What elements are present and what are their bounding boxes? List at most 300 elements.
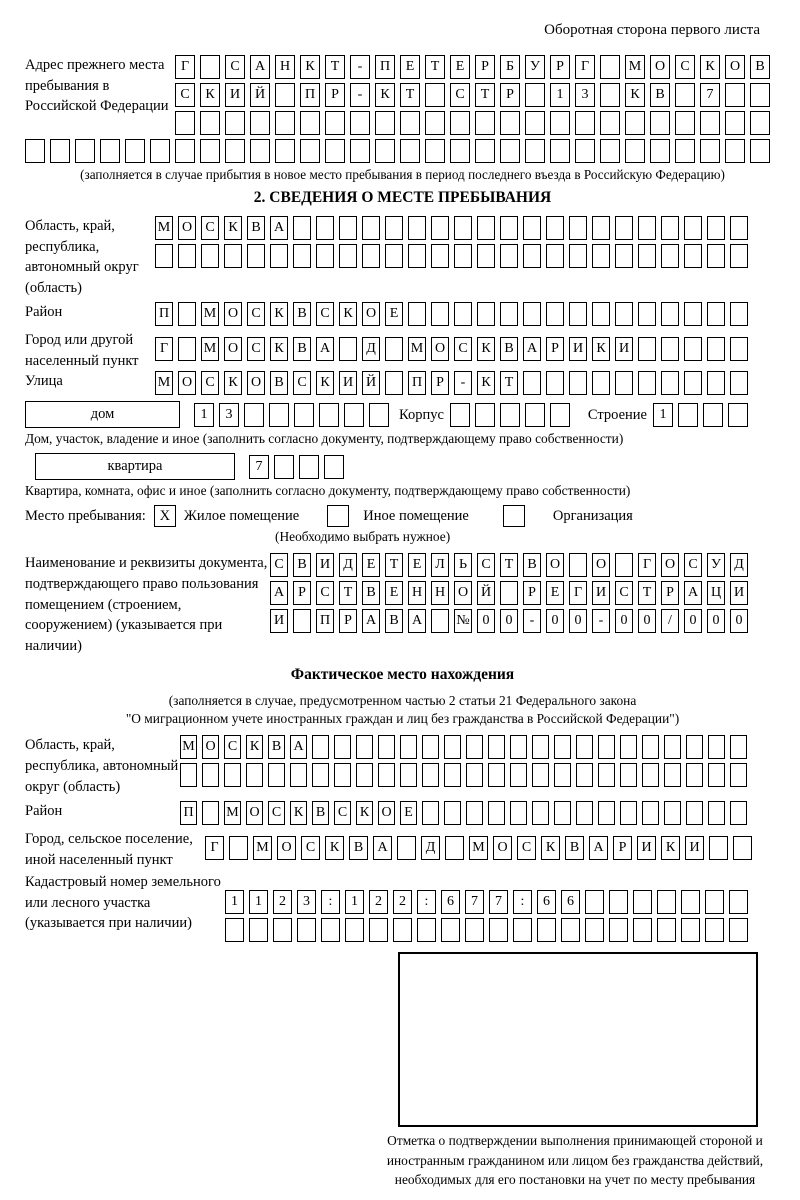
char-cell: [625, 139, 645, 163]
char-cell: [475, 403, 495, 427]
char-cell: [290, 763, 307, 787]
checkbox-organization: [503, 505, 525, 527]
char-cell: [638, 371, 656, 395]
char-cell: К: [356, 801, 373, 825]
char-cell: [201, 244, 219, 268]
char-cell: [525, 83, 545, 107]
char-cell: [477, 244, 495, 268]
char-cell: [400, 111, 420, 135]
char-cell: О: [247, 371, 265, 395]
char-cell: [650, 139, 670, 163]
char-cell: К: [477, 371, 495, 395]
char-cell: [525, 403, 545, 427]
char-cell: 1: [345, 890, 364, 914]
char-cell: К: [224, 216, 242, 240]
char-cell: В: [293, 302, 311, 326]
char-cell: О: [661, 553, 679, 577]
actual-district-label: Район: [25, 803, 63, 820]
char-cell: [269, 403, 289, 427]
char-cell: В: [750, 55, 770, 79]
char-cell: [576, 801, 593, 825]
char-cell: [620, 763, 637, 787]
char-cell: М: [408, 337, 426, 361]
char-cell: [725, 139, 745, 163]
char-cell: С: [684, 553, 702, 577]
char-cell: [356, 763, 373, 787]
char-cell: У: [525, 55, 545, 79]
char-cell: [431, 216, 449, 240]
char-cell: Е: [362, 553, 380, 577]
stay-type-note: (Необходимо выбрать нужное): [275, 529, 451, 545]
char-cell: С: [334, 801, 351, 825]
char-row: [270, 581, 748, 605]
char-cell: [319, 403, 339, 427]
char-cell: П: [408, 371, 426, 395]
char-cell: [249, 918, 268, 942]
char-cell: [700, 139, 720, 163]
char-cell: С: [316, 302, 334, 326]
checkbox-option-label: Жилое помещение: [183, 507, 300, 524]
char-cell: 7: [700, 83, 720, 107]
char-cell: [730, 302, 748, 326]
char-cell: 0: [569, 609, 587, 633]
char-cell: [600, 111, 620, 135]
char-cell: [450, 403, 470, 427]
char-cell: К: [661, 836, 680, 860]
char-cell: [592, 244, 610, 268]
char-cell: О: [378, 801, 395, 825]
char-cell: [378, 763, 395, 787]
char-cell: К: [541, 836, 560, 860]
char-cell: [488, 763, 505, 787]
char-cell: К: [625, 83, 645, 107]
char-cell: [431, 302, 449, 326]
char-cell: [554, 801, 571, 825]
char-cell: [224, 763, 241, 787]
char-cell: [422, 801, 439, 825]
char-cell: [642, 763, 659, 787]
char-cell: :: [321, 890, 340, 914]
char-cell: [615, 216, 633, 240]
char-cell: [431, 244, 449, 268]
char-cell: [708, 801, 725, 825]
char-cell: [334, 735, 351, 759]
char-cell: В: [312, 801, 329, 825]
char-cell: С: [517, 836, 536, 860]
char-cell: [575, 139, 595, 163]
char-cell: П: [316, 609, 334, 633]
char-cell: [575, 111, 595, 135]
char-cell: [325, 111, 345, 135]
char-cell: Е: [400, 55, 420, 79]
fill-note: (заполняется в случае прибытия в новое место пребывания в период последнего въезда в Российскую Федерацию): [80, 167, 725, 182]
char-cell: А: [523, 337, 541, 361]
char-cell: [609, 890, 628, 914]
char-cell: И: [569, 337, 587, 361]
char-cell: [675, 139, 695, 163]
char-cell: Г: [175, 55, 195, 79]
char-cell: С: [224, 735, 241, 759]
house-row: [25, 401, 780, 428]
char-cell: -: [592, 609, 610, 633]
actual-region-field: [25, 735, 780, 797]
char-cell: [300, 139, 320, 163]
char-cell: [707, 337, 725, 361]
char-cell: М: [155, 371, 173, 395]
char-cell: 6: [537, 890, 556, 914]
char-cell: 0: [477, 609, 495, 633]
char-cell: [454, 244, 472, 268]
char-cell: [532, 735, 549, 759]
char-cell: [393, 918, 412, 942]
char-cell: [299, 455, 319, 479]
char-cell: К: [375, 83, 395, 107]
char-cell: [532, 801, 549, 825]
char-cell: Р: [546, 337, 564, 361]
char-cell: [657, 890, 676, 914]
char-cell: [730, 216, 748, 240]
char-cell: В: [362, 581, 380, 605]
char-cell: [225, 139, 245, 163]
char-cell: М: [180, 735, 197, 759]
char-cell: [576, 763, 593, 787]
char-cell: Д: [362, 337, 380, 361]
char-cell: [475, 139, 495, 163]
char-cell: [75, 139, 95, 163]
char-cell: О: [246, 801, 263, 825]
char-cell: [638, 337, 656, 361]
char-cell: Н: [275, 55, 295, 79]
char-cell: [178, 302, 196, 326]
checkbox-option-label: Иное помещение: [363, 507, 469, 524]
char-cell: [684, 337, 702, 361]
char-cell: [730, 735, 747, 759]
char-cell: [550, 139, 570, 163]
actual-city-field: [25, 829, 780, 870]
char-cell: 7: [465, 890, 484, 914]
char-cell: И: [270, 609, 288, 633]
char-cell: [675, 111, 695, 135]
char-row: [180, 801, 747, 825]
char-cell: Р: [661, 581, 679, 605]
char-cell: [707, 302, 725, 326]
char-cell: К: [339, 302, 357, 326]
checkbox-option-label: Организация: [552, 507, 633, 524]
char-cell: Б: [500, 55, 520, 79]
char-cell: [477, 216, 495, 240]
char-cell: [686, 801, 703, 825]
char-cell: В: [349, 836, 368, 860]
char-cell: [585, 918, 604, 942]
char-cell: М: [224, 801, 241, 825]
char-cell: [293, 609, 311, 633]
char-cell: [244, 403, 264, 427]
char-cell: К: [270, 302, 288, 326]
char-cell: Й: [250, 83, 270, 107]
char-cell: Т: [325, 55, 345, 79]
actual-note-line1: (заполняется в случае, предусмотренном частью 2 статьи 21 Федерального закона: [168, 693, 637, 709]
char-cell: К: [290, 801, 307, 825]
char-cell: [356, 735, 373, 759]
char-cell: [730, 244, 748, 268]
char-cell: С: [615, 581, 633, 605]
stroenie-label: Строение: [587, 406, 647, 423]
char-cell: [664, 763, 681, 787]
apartment-box: квартира: [35, 453, 235, 480]
char-cell: [684, 244, 702, 268]
char-cell: [650, 111, 670, 135]
char-cell: [408, 244, 426, 268]
char-cell: О: [725, 55, 745, 79]
char-cell: С: [247, 302, 265, 326]
char-cell: [425, 111, 445, 135]
char-cell: [441, 918, 460, 942]
char-cell: [408, 302, 426, 326]
char-cell: [350, 111, 370, 135]
char-cell: Г: [638, 553, 656, 577]
char-row: [194, 403, 389, 427]
char-cell: Е: [546, 581, 564, 605]
char-cell: 0: [638, 609, 656, 633]
char-row: [155, 216, 748, 240]
char-cell: 2: [393, 890, 412, 914]
char-cell: [661, 216, 679, 240]
char-cell: [642, 801, 659, 825]
char-cell: А: [290, 735, 307, 759]
char-cell: -: [523, 609, 541, 633]
char-cell: [661, 371, 679, 395]
char-cell: [554, 763, 571, 787]
char-cell: Г: [155, 337, 173, 361]
char-cell: [725, 83, 745, 107]
char-cell: О: [454, 581, 472, 605]
char-cell: [638, 244, 656, 268]
char-cell: И: [225, 83, 245, 107]
char-row: [155, 337, 748, 361]
char-cell: Е: [400, 801, 417, 825]
char-cell: [592, 216, 610, 240]
char-cell: [550, 403, 570, 427]
char-cell: Т: [400, 83, 420, 107]
char-cell: [369, 918, 388, 942]
char-cell: [297, 918, 316, 942]
char-cell: С: [175, 83, 195, 107]
char-cell: Р: [339, 609, 357, 633]
char-cell: Е: [408, 553, 426, 577]
char-cell: М: [155, 216, 173, 240]
char-cell: 6: [441, 890, 460, 914]
char-cell: [500, 216, 518, 240]
back-side-header: Оборотная сторона первого листа: [544, 22, 760, 38]
char-cell: И: [592, 581, 610, 605]
char-cell: [294, 403, 314, 427]
char-cell: [678, 403, 698, 427]
char-cell: [350, 139, 370, 163]
char-cell: И: [339, 371, 357, 395]
char-cell: С: [477, 553, 495, 577]
char-cell: В: [293, 553, 311, 577]
char-cell: Т: [339, 581, 357, 605]
char-cell: [569, 371, 587, 395]
city-field: [25, 330, 780, 371]
char-cell: Т: [500, 553, 518, 577]
char-cell: 0: [500, 609, 518, 633]
char-cell: О: [650, 55, 670, 79]
char-row: [175, 55, 770, 79]
char-cell: [50, 139, 70, 163]
char-cell: [523, 371, 541, 395]
char-cell: [600, 139, 620, 163]
char-cell: Е: [385, 581, 403, 605]
char-cell: С: [247, 337, 265, 361]
char-cell: Г: [569, 581, 587, 605]
char-cell: [705, 890, 724, 914]
char-cell: [425, 139, 445, 163]
char-row: [155, 244, 748, 268]
char-cell: [175, 111, 195, 135]
char-cell: В: [523, 553, 541, 577]
char-cell: :: [417, 890, 436, 914]
char-cell: [229, 836, 248, 860]
char-cell: [200, 139, 220, 163]
char-cell: О: [493, 836, 512, 860]
street-field: [25, 371, 780, 399]
char-cell: С: [301, 836, 320, 860]
char-cell: [488, 801, 505, 825]
stay-type-row: [25, 505, 780, 527]
char-cell: Й: [362, 371, 380, 395]
char-cell: [408, 216, 426, 240]
char-cell: [546, 216, 564, 240]
char-cell: О: [592, 553, 610, 577]
char-cell: М: [469, 836, 488, 860]
char-cell: [477, 302, 495, 326]
char-cell: В: [293, 337, 311, 361]
char-cell: [510, 763, 527, 787]
char-cell: К: [700, 55, 720, 79]
char-cell: [444, 763, 461, 787]
street-label: Улица: [25, 373, 63, 390]
apartment-note: Квартира, комната, офис и иное (заполнить согласно документу, подтверждающему право собственности): [25, 483, 631, 499]
char-cell: С: [454, 337, 472, 361]
char-cell: С: [225, 55, 245, 79]
char-cell: [466, 763, 483, 787]
char-cell: С: [270, 553, 288, 577]
char-cell: А: [270, 581, 288, 605]
char-cell: [598, 735, 615, 759]
char-cell: [523, 302, 541, 326]
char-cell: 3: [219, 403, 239, 427]
char-cell: [425, 83, 445, 107]
cadastre-field: [25, 872, 780, 946]
char-cell: В: [500, 337, 518, 361]
actual-note-line2: "О миграционном учете иностранных граждан и лиц без гражданства в Российской Федерации"): [125, 711, 680, 727]
char-cell: [510, 801, 527, 825]
char-cell: [246, 763, 263, 787]
char-cell: [375, 139, 395, 163]
cadastre-label: Кадастровый номер земельного или лесного участка (указывается при наличии): [25, 874, 221, 932]
char-cell: [585, 890, 604, 914]
char-cell: Д: [339, 553, 357, 577]
char-cell: Е: [450, 55, 470, 79]
char-cell: [345, 918, 364, 942]
char-cell: [25, 139, 45, 163]
char-cell: [180, 763, 197, 787]
char-cell: [324, 455, 344, 479]
char-cell: [500, 139, 520, 163]
char-cell: 7: [249, 455, 269, 479]
char-cell: С: [316, 581, 334, 605]
char-row: [25, 139, 780, 163]
char-cell: [422, 735, 439, 759]
char-cell: [600, 55, 620, 79]
char-cell: Т: [425, 55, 445, 79]
char-cell: [225, 111, 245, 135]
char-cell: 1: [194, 403, 214, 427]
char-cell: [316, 244, 334, 268]
char-cell: -: [454, 371, 472, 395]
char-row: [270, 609, 748, 633]
char-cell: С: [201, 216, 219, 240]
char-cell: [532, 763, 549, 787]
char-cell: С: [293, 371, 311, 395]
house-box: дом: [25, 401, 180, 428]
char-cell: [202, 801, 219, 825]
char-cell: [537, 918, 556, 942]
char-cell: [454, 216, 472, 240]
char-cell: О: [546, 553, 564, 577]
char-cell: Е: [385, 302, 403, 326]
char-row: [175, 111, 770, 135]
char-cell: [500, 581, 518, 605]
char-cell: [569, 216, 587, 240]
char-cell: В: [268, 735, 285, 759]
char-cell: Т: [385, 553, 403, 577]
char-cell: О: [178, 216, 196, 240]
char-cell: [422, 763, 439, 787]
checkbox-residential: X: [154, 505, 176, 527]
char-cell: [686, 735, 703, 759]
char-cell: С: [201, 371, 219, 395]
char-cell: [546, 244, 564, 268]
char-cell: С: [450, 83, 470, 107]
char-cell: Р: [431, 371, 449, 395]
char-cell: [684, 216, 702, 240]
char-cell: [293, 244, 311, 268]
char-cell: [615, 371, 633, 395]
char-cell: К: [270, 337, 288, 361]
char-cell: [729, 918, 748, 942]
char-cell: [270, 244, 288, 268]
char-cell: [224, 244, 242, 268]
checkbox-other-premises: [327, 505, 349, 527]
char-cell: 1: [550, 83, 570, 107]
char-cell: Т: [475, 83, 495, 107]
char-cell: [615, 553, 633, 577]
char-cell: [175, 139, 195, 163]
char-cell: [705, 918, 724, 942]
char-cell: [707, 371, 725, 395]
char-cell: Р: [550, 55, 570, 79]
char-row: [270, 553, 748, 577]
char-cell: [510, 735, 527, 759]
char-cell: [620, 735, 637, 759]
char-cell: [125, 139, 145, 163]
char-cell: А: [362, 609, 380, 633]
char-cell: [730, 763, 747, 787]
char-cell: 0: [546, 609, 564, 633]
char-cell: [561, 918, 580, 942]
